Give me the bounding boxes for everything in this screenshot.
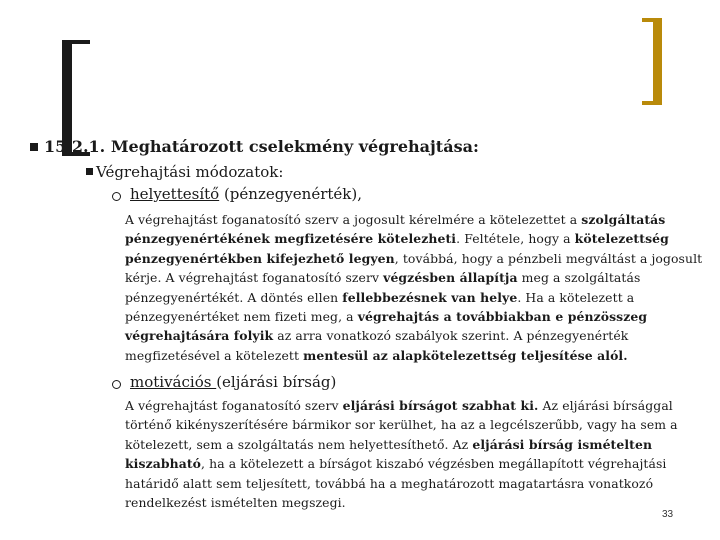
paragraph-line [125,474,720,493]
text-run: . Feltétele, hogy a [456,231,575,247]
text-run: megfizetésével a kötelezett [125,347,304,363]
bold-text-run: pénzegyenértékének megfizetésére kötelezheti [125,231,457,247]
paragraph-line [125,493,720,512]
text-run: A végrehajtást foganatosító szerv [125,398,343,413]
paragraph-line [125,210,720,229]
paragraph-line [125,307,720,326]
text-run: A végrehajtást foganatosító szerv a jogosult kérelmére a kötelezettet a [125,212,582,227]
bold-text-run: eljárási bírságot szabhat ki. [342,398,539,413]
bold-text-run: kiszabható [125,456,202,472]
paragraph-line [125,249,720,268]
bold-text-run: eljárási bírság ismételten [472,436,653,452]
paragraph-line [125,288,720,307]
text-run: határidő alatt sem teljesített, továbbá ha a meghatározott magatartásra vonatkozó [125,475,654,491]
paragraph-line [125,435,720,454]
bold-text-run: kötelezettség [574,231,669,247]
text-run: , ha a kötelezett a bírságot kiszabó végzésben megállapított végrehajtási [201,456,667,472]
paragraph-line [125,229,720,248]
paragraph-line [125,454,720,473]
item-2-title-rest: (eljárási bírság) [216,373,337,391]
bold-text-run: pénzegyenértékben kifejezhető legyen [125,250,395,266]
bold-text-run: szolgáltatás [581,212,666,227]
text-run: . Ha a kötelezett a [517,289,635,305]
text-run: rendelkezést ismételten megszegi. [125,495,346,511]
text-run: Az eljárási bírsággal [538,398,673,413]
text-run: az arra vonatkozó szabályok szerint. A pénzegyenérték [273,328,629,344]
item-1-title-underlined: helyettesítő [130,185,220,203]
text-run: meg a szolgáltatás [517,270,641,286]
square-bullet-icon [86,168,93,175]
item-2-title [130,373,336,391]
item-2-paragraph [125,396,720,512]
bold-text-run: végrehajtására folyik [125,328,274,344]
paragraph-line [125,268,720,287]
circle-bullet-icon [112,192,121,201]
text-run: , továbbá, hogy a pénzbeli megváltást a jogosult [394,250,703,266]
text-run: kötelezett, sem a szolgáltatás nem helyettesíthető. Az [125,436,473,452]
section-heading-text: 15.2.1. Meghatározott cselekmény végrehajtása: [44,137,479,156]
text-run: történő kikényszerítésére bármikor sor kerülhet, ha az a legcélszerűbb, vagy ha sem a [125,417,678,433]
circle-bullet-icon [112,380,121,389]
item-1-title [130,185,362,203]
item-2-title-underlined: motivációs [130,373,217,391]
paragraph-line [125,326,720,345]
bold-text-run: végrehajtás a továbbiakban e pénzösszeg [357,309,648,325]
subheading-text: Végrehajtási módozatok: [96,163,284,181]
paragraph-line [125,415,720,434]
paragraph-line [125,396,720,415]
text-run: kérje. A végrehajtást foganatosító szerv [125,270,384,286]
text-run: pénzegyenértékét. A döntés ellen [125,289,343,305]
square-bullet-icon [30,143,38,151]
bold-text-run: mentesül az alapkötelezettség teljesítése alól. [303,347,628,363]
page-number: 33 [662,509,674,520]
item-1-paragraph [125,210,720,365]
item-1-title-rest: (pénzegyenérték), [219,185,363,203]
paragraph-line [125,346,720,365]
bold-text-run: végzésben állapítja [383,270,518,286]
bold-text-run: fellebbezésnek van helye [342,289,518,305]
text-run: pénzegyenértéket nem fizeti meg, a [125,309,358,325]
